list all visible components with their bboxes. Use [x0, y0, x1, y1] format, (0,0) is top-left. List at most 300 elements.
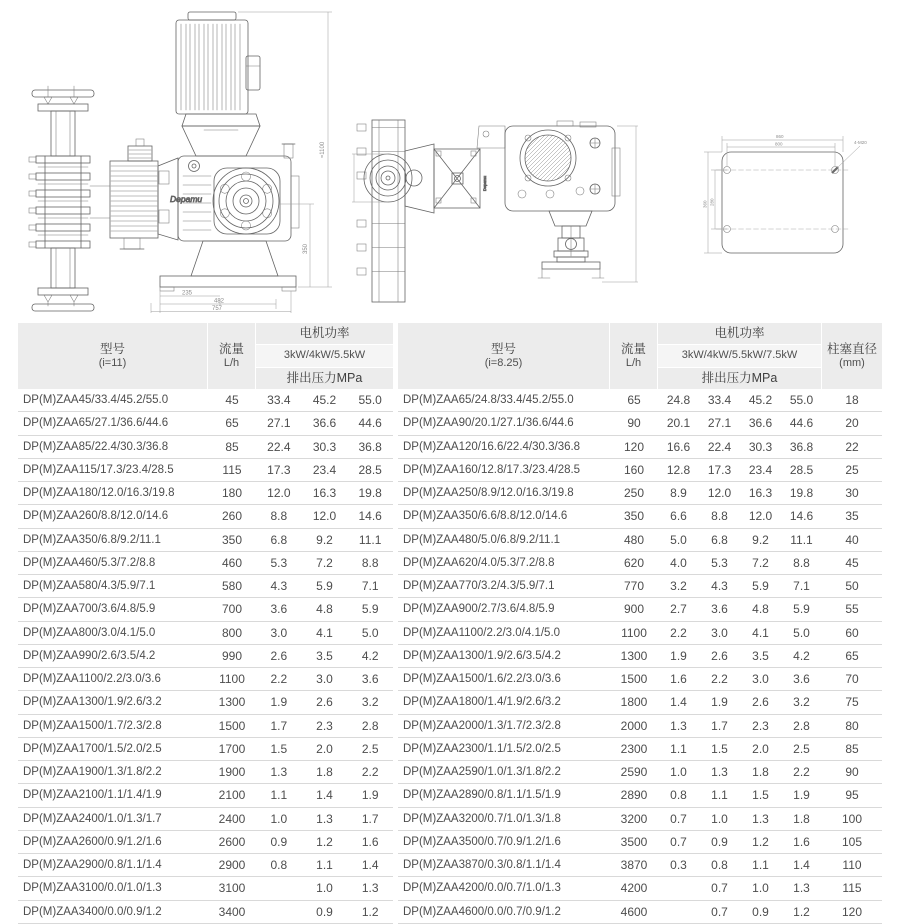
pressure-cell-1: 1.7 — [270, 718, 288, 733]
pressure-cell-1: 1.0 — [670, 765, 687, 780]
pressure-cell-4: 1.4 — [793, 858, 810, 873]
flow-cell: 990 — [221, 648, 243, 663]
pressure-cell-3: 1.6 — [361, 834, 379, 849]
pressure-cell-1: 12.8 — [666, 462, 691, 477]
pressure-cell-3: 44.6 — [358, 416, 382, 431]
flow-cell: 160 — [623, 462, 645, 477]
model-cell: DP(M)ZAA2100/1.1/1.4/1.9 — [23, 789, 162, 802]
power-specs: 3kW/4kW/5.5kW/7.5kW — [658, 345, 821, 366]
plunger-title: 柱塞直径 — [826, 341, 877, 356]
plunger-cell: 45 — [845, 555, 859, 570]
pressure-cell-4: 3.2 — [793, 695, 810, 710]
table-row — [18, 645, 393, 668]
pressure-cell-4: 1.2 — [793, 904, 810, 919]
pressure-cell-1: 33.4 — [267, 393, 291, 408]
pressure-cell-3: 1.3 — [361, 881, 379, 896]
pressure-cell-1: 1.1 — [270, 788, 288, 803]
model-cell: DP(M)ZAA1300/1.9/2.6/3.2 — [23, 696, 162, 709]
flow-cell: 120 — [623, 439, 645, 454]
pressure-cell-4: 28.5 — [789, 462, 814, 477]
model-header — [18, 323, 207, 389]
table-row — [398, 389, 882, 412]
pressure-cell-2: 1.0 — [711, 811, 728, 826]
pressure-cell-2: 7.2 — [316, 555, 333, 570]
plunger-cell: 110 — [842, 858, 862, 873]
model-cell: DP(M)ZAA700/3.6/4.8/5.9 — [23, 603, 156, 616]
pressure-cell-2: 12.0 — [312, 509, 337, 524]
pressure-cell-1: 22.4 — [267, 439, 291, 454]
pressure-cell-1: 1.4 — [670, 695, 687, 710]
table-row — [398, 877, 882, 900]
table-row — [18, 505, 393, 528]
pressure-cell-1: 12.0 — [267, 486, 291, 501]
flow-cell: 2100 — [218, 788, 246, 803]
dim-hole-span-x: 800 — [775, 141, 783, 147]
model-cell: DP(M)ZAA180/12.0/16.3/19.8 — [23, 487, 175, 500]
pressure-cell-2: 0.7 — [711, 904, 728, 919]
pressure-cell-3: 36.8 — [358, 439, 382, 454]
pressure-cell-2: 36.6 — [312, 416, 337, 431]
pressure-cell-3: 2.8 — [361, 718, 379, 733]
flow-cell: 3500 — [620, 834, 648, 849]
model-title: 型号 — [99, 341, 125, 356]
flow-cell: 1900 — [218, 765, 246, 780]
plunger-unit: (mm) — [839, 356, 865, 369]
flow-cell: 800 — [221, 625, 243, 640]
table-row — [398, 808, 882, 831]
table-row — [18, 738, 393, 761]
pressure-cell-4: 5.0 — [793, 625, 810, 640]
pressure-cell-4: 1.6 — [793, 834, 810, 849]
pressure-cell-3: 3.0 — [752, 672, 769, 687]
power-specs: 3kW/4kW/5.5kW — [256, 345, 393, 366]
model-ratio: (i=8.25) — [484, 356, 523, 369]
pressure-cell-2: 2.6 — [711, 648, 728, 663]
model-header — [398, 323, 609, 389]
pressure-cell-3: 14.6 — [358, 509, 382, 524]
pressure-cell-2: 45.2 — [312, 393, 337, 408]
spec-table-i825 — [398, 323, 882, 924]
pressure-cell-3: 9.2 — [752, 532, 769, 547]
flow-cell: 2000 — [620, 718, 648, 733]
table-row — [398, 459, 882, 482]
table-row — [398, 412, 882, 435]
table-row — [18, 552, 393, 575]
pressure-cell-3: 12.0 — [748, 509, 773, 524]
model-cell: DP(M)ZAA2590/1.0/1.3/1.8/2.2 — [403, 766, 561, 779]
diaphragm-frame — [405, 144, 487, 213]
model-ratio: (i=11) — [98, 356, 127, 369]
model-cell: DP(M)ZAA1700/1.5/2.0/2.5 — [23, 742, 162, 755]
plunger-cell: 18 — [845, 393, 859, 408]
table-row — [398, 622, 882, 645]
plunger-column — [29, 86, 110, 311]
pressure-cell-4: 36.8 — [789, 439, 814, 454]
model-cell: DP(M)ZAA460/5.3/7.2/8.8 — [23, 556, 156, 569]
model-cell: DP(M)ZAA160/12.8/17.3/23.4/28.5 — [403, 463, 581, 476]
pressure-cell-1: 1.1 — [670, 741, 687, 756]
model-cell: DP(M)ZAA3500/0.7/0.9/1.2/1.6 — [403, 835, 561, 848]
pressure-cell-2: 17.3 — [707, 462, 732, 477]
pressure-cell-2: 16.3 — [312, 486, 337, 501]
pressure-cell-4: 3.6 — [793, 672, 810, 687]
pressure-cell-2: 0.9 — [711, 834, 728, 849]
pressure-cell-1: 4.3 — [270, 579, 288, 594]
pressure-cell-1: 1.0 — [270, 811, 288, 826]
pressure-cell-1: 5.3 — [270, 555, 288, 570]
table-header-right — [398, 323, 882, 389]
pressure-cell-1: 0.7 — [670, 811, 687, 826]
table-row — [398, 784, 882, 807]
flow-cell: 3100 — [218, 881, 246, 896]
pressure-cell-1: 2.6 — [270, 648, 288, 663]
pressure-cell-2: 27.1 — [707, 416, 732, 431]
flow-cell: 85 — [225, 439, 239, 454]
pressure-cell-3: 4.2 — [361, 648, 379, 663]
pressure-cell-1: 3.6 — [270, 602, 288, 617]
flow-cell: 65 — [627, 393, 641, 408]
pressure-cell-2: 2.6 — [316, 695, 333, 710]
plunger-header — [822, 323, 882, 389]
pump-head — [110, 139, 178, 249]
table-row — [398, 482, 882, 505]
plunger-cell: 90 — [845, 765, 859, 780]
model-cell: DP(M)ZAA3870/0.3/0.8/1.1/1.4 — [403, 859, 561, 872]
table-row — [398, 529, 882, 552]
dim-height-mid: 350 — [303, 243, 309, 254]
pressure-cell-1: 1.3 — [270, 765, 288, 780]
pressure-cell-1: 17.3 — [267, 462, 291, 477]
pressure-cell-2: 1.8 — [316, 765, 333, 780]
pressure-cell-1: 0.3 — [670, 858, 687, 873]
table-row — [398, 645, 882, 668]
plunger-cell: 55 — [845, 602, 859, 617]
table-row — [398, 854, 882, 877]
plunger-cell: 80 — [845, 718, 859, 733]
table-row — [398, 831, 882, 854]
flow-title: 流量 — [620, 341, 646, 356]
flow-cell: 480 — [623, 532, 645, 547]
pressure-cell-3: 2.5 — [361, 741, 379, 756]
table-row — [18, 761, 393, 784]
pressure-cell-4: 14.6 — [789, 509, 814, 524]
pressure-cell-4: 7.1 — [793, 579, 810, 594]
pressure-cell-3: 23.4 — [748, 462, 773, 477]
pressure-cell-4: 1.3 — [793, 881, 810, 896]
plunger-cell: 85 — [845, 741, 859, 756]
pressure-cell-3: 2.2 — [361, 765, 379, 780]
pressure-cell-1: 1.5 — [270, 741, 288, 756]
model-cell: DP(M)ZAA65/24.8/33.4/45.2/55.0 — [403, 394, 574, 407]
model-cell: DP(M)ZAA350/6.6/8.8/12.0/14.6 — [403, 510, 568, 523]
brand-logo: Depamu — [170, 194, 203, 204]
model-cell: DP(M)ZAA90/20.1/27.1/36.6/44.6 — [403, 417, 574, 430]
pressure-cell-1: 27.1 — [267, 416, 291, 431]
flow-cell: 3200 — [620, 811, 648, 826]
flow-cell: 2590 — [620, 765, 648, 780]
pump-top-view-drawing — [352, 96, 658, 322]
pressure-cell-3: 1.0 — [752, 881, 769, 896]
dim-width-total: 860 — [776, 134, 784, 139]
pressure-cell-2: 1.1 — [711, 788, 728, 803]
pressure-cell-2: 22.4 — [707, 439, 732, 454]
pressure-cell-3: 5.9 — [752, 579, 769, 594]
pressure-cell-3: 1.9 — [361, 788, 379, 803]
pressure-cell-2: 1.3 — [316, 811, 333, 826]
pressure-cell-2: 5.3 — [711, 555, 728, 570]
pressure-cell-3: 3.2 — [361, 695, 379, 710]
table-row — [18, 436, 393, 459]
pressure-cell-4: 4.2 — [793, 648, 810, 663]
plunger-cell: 20 — [845, 416, 859, 431]
plunger-cell: 100 — [841, 811, 863, 826]
pressure-cell-2: 3.0 — [316, 672, 333, 687]
plunger-cell: 115 — [842, 881, 862, 896]
table-row — [398, 552, 882, 575]
flow-cell: 1100 — [621, 625, 647, 640]
table-row — [18, 529, 393, 552]
plunger-cell: 40 — [845, 532, 859, 547]
pressure-cell-1: 0.8 — [670, 788, 687, 803]
pressure-cell-3: 5.9 — [361, 602, 379, 617]
pressure-cell-2: 3.0 — [711, 625, 728, 640]
flow-cell: 4600 — [620, 904, 648, 919]
model-cell: DP(M)ZAA3200/0.7/1.0/1.3/1.8 — [403, 812, 561, 825]
flow-cell: 620 — [623, 555, 645, 570]
gearbox-body — [170, 144, 295, 241]
pressure-cell-3: 36.6 — [748, 416, 773, 431]
flow-header — [208, 323, 255, 389]
pressure-cell-3: 5.0 — [361, 625, 379, 640]
power-header: 电机功率 — [658, 323, 821, 344]
power-header: 电机功率 — [256, 323, 393, 344]
pressure-cell-1: 6.8 — [270, 532, 288, 547]
model-cell: DP(M)ZAA2400/1.0/1.3/1.7 — [23, 812, 162, 825]
technical-drawings — [0, 0, 900, 322]
brand-logo-small: Depamu — [482, 175, 487, 191]
model-cell: DP(M)ZAA480/5.0/6.8/9.2/11.1 — [403, 533, 561, 546]
pressure-cell-2: 4.8 — [316, 602, 333, 617]
pressure-cell-3: 7.2 — [752, 555, 769, 570]
pressure-cell-2: 2.0 — [316, 741, 333, 756]
flow-cell: 1300 — [218, 695, 246, 710]
table-body-left — [18, 389, 393, 924]
model-cell: DP(M)ZAA620/4.0/5.3/7.2/8.8 — [403, 556, 555, 569]
flow-cell: 2900 — [218, 858, 246, 873]
pressure-cell-2: 12.0 — [707, 486, 732, 501]
pressure-cell-3: 7.1 — [361, 579, 379, 594]
pressure-cell-2: 8.8 — [711, 509, 728, 524]
flow-cell: 45 — [225, 393, 239, 408]
table-row — [18, 715, 393, 738]
pressure-cell-3: 2.6 — [752, 695, 769, 710]
table-row — [398, 691, 882, 714]
pressure-cell-2: 0.7 — [711, 881, 728, 896]
discharge-assembly — [538, 211, 604, 278]
table-row — [398, 715, 882, 738]
pressure-cell-4: 2.5 — [793, 741, 810, 756]
plunger-cell: 35 — [845, 509, 859, 524]
model-title: 型号 — [490, 341, 516, 356]
model-cell: DP(M)ZAA1300/1.9/2.6/3.5/4.2 — [403, 649, 561, 662]
pressure-cell-3: 8.8 — [361, 555, 379, 570]
pressure-cell-2: 1.9 — [711, 695, 728, 710]
pressure-cell-1: 2.2 — [270, 672, 288, 687]
plunger-cell: 75 — [845, 695, 859, 710]
table-body-right — [398, 389, 882, 924]
flow-cell: 115 — [222, 462, 242, 477]
head-flange-assembly — [357, 120, 412, 302]
pressure-cell-1: 16.6 — [666, 439, 691, 454]
spec-tables — [18, 323, 882, 924]
motor — [176, 12, 260, 114]
plunger-cell: 30 — [845, 486, 859, 501]
gearbox-top — [477, 121, 620, 211]
pressure-header: 排出压力MPa — [658, 368, 821, 389]
model-cell: DP(M)ZAA770/3.2/4.3/5.9/7.1 — [403, 580, 555, 593]
pressure-cell-3: 4.8 — [752, 602, 769, 617]
pressure-cell-2: 0.8 — [711, 858, 728, 873]
plunger-cell: 95 — [845, 788, 859, 803]
pressure-cell-1: 8.8 — [270, 509, 288, 524]
pressure-cell-3: 1.1 — [752, 858, 769, 873]
model-cell: DP(M)ZAA115/17.3/23.4/28.5 — [23, 463, 174, 476]
hole-callout: 4-M20 — [854, 140, 867, 145]
model-cell: DP(M)ZAA2600/0.9/1.2/1.6 — [23, 835, 162, 848]
pressure-cell-2: 1.0 — [316, 881, 333, 896]
dim-height-total: ≈1100 — [320, 141, 326, 158]
pressure-cell-3: 1.2 — [752, 834, 769, 849]
pressure-cell-1: 3.2 — [670, 579, 687, 594]
pressure-cell-1: 3.0 — [270, 625, 288, 640]
plunger-cell: 105 — [841, 834, 863, 849]
pressure-cell-2: 9.2 — [316, 532, 333, 547]
table-row — [18, 482, 393, 505]
pressure-cell-1: 0.8 — [270, 858, 288, 873]
model-cell: DP(M)ZAA120/16.6/22.4/30.3/36.8 — [403, 440, 581, 453]
model-cell: DP(M)ZAA800/3.0/4.1/5.0 — [23, 626, 156, 639]
plunger-cell: 60 — [845, 625, 859, 640]
table-row — [18, 691, 393, 714]
model-cell: DP(M)ZAA1500/1.7/2.3/2.8 — [23, 719, 162, 732]
table-row — [18, 854, 393, 877]
flow-cell: 350 — [221, 532, 243, 547]
pressure-cell-1: 2.2 — [670, 625, 687, 640]
pressure-cell-3: 3.6 — [361, 672, 379, 687]
pressure-cell-2: 33.4 — [707, 393, 732, 408]
table-header-left — [18, 323, 393, 389]
pressure-cell-3: 11.1 — [358, 532, 382, 547]
flow-cell: 180 — [221, 486, 243, 501]
table-row — [18, 622, 393, 645]
pressure-cell-2: 6.8 — [711, 532, 728, 547]
model-cell: DP(M)ZAA990/2.6/3.5/4.2 — [23, 649, 156, 662]
model-cell: DP(M)ZAA2900/0.8/1.1/1.4 — [23, 859, 162, 872]
dim-base-inner: 235 — [182, 290, 193, 297]
flow-cell: 580 — [221, 579, 243, 594]
pump-base — [160, 241, 296, 291]
pressure-cell-4: 44.6 — [789, 416, 814, 431]
model-cell: DP(M)ZAA1900/1.3/1.8/2.2 — [23, 766, 162, 779]
pressure-cell-3: 0.9 — [752, 904, 769, 919]
table-row — [18, 598, 393, 621]
table-row — [398, 761, 882, 784]
model-cell: DP(M)ZAA4600/0.0/0.7/0.9/1.2 — [403, 905, 561, 918]
model-cell: DP(M)ZAA580/4.3/5.9/7.1 — [23, 580, 156, 593]
pressure-cell-3: 19.8 — [358, 486, 382, 501]
pressure-cell-1: 6.6 — [670, 509, 687, 524]
model-cell: DP(M)ZAA260/8.8/12.0/14.6 — [23, 510, 169, 523]
table-row — [18, 784, 393, 807]
table-row — [18, 575, 393, 598]
pressure-cell-3: 1.8 — [752, 765, 769, 780]
model-cell: DP(M)ZAA250/8.9/12.0/16.3/19.8 — [403, 487, 574, 500]
pressure-cell-2: 3.6 — [711, 602, 728, 617]
model-cell: DP(M)ZAA2000/1.3/1.7/2.3/2.8 — [403, 719, 561, 732]
pressure-cell-4: 19.8 — [789, 486, 814, 501]
pressure-cell-3: 30.3 — [748, 439, 773, 454]
table-row — [18, 389, 393, 412]
pressure-cell-3: 2.3 — [752, 718, 769, 733]
pressure-cell-3: 45.2 — [748, 393, 773, 408]
plunger-cell: 50 — [845, 579, 859, 594]
pressure-cell-3: 16.3 — [748, 486, 773, 501]
flow-cell: 90 — [627, 416, 641, 431]
pressure-cell-2: 4.1 — [316, 625, 333, 640]
pressure-cell-1: 1.6 — [670, 672, 687, 687]
pressure-cell-3: 2.0 — [752, 741, 769, 756]
pressure-cell-4: 1.9 — [793, 788, 810, 803]
pressure-cell-4: 2.2 — [793, 765, 810, 780]
table-row — [18, 901, 393, 924]
base-plate-outline — [716, 152, 848, 253]
pressure-cell-2: 0.9 — [316, 904, 333, 919]
model-cell: DP(M)ZAA1500/1.6/2.2/3.0/3.6 — [403, 673, 561, 686]
table-row — [398, 598, 882, 621]
pressure-cell-2: 1.1 — [316, 858, 333, 873]
pressure-cell-3: 1.4 — [361, 858, 379, 873]
pressure-cell-2: 1.7 — [711, 718, 728, 733]
model-cell: DP(M)ZAA4200/0.0/0.7/1.0/1.3 — [403, 882, 561, 895]
spec-table-i11 — [18, 323, 393, 924]
table-row — [18, 412, 393, 435]
front-flange — [213, 168, 299, 234]
base-plate-drawing — [676, 124, 880, 272]
table-row — [18, 668, 393, 691]
flow-cell: 2300 — [620, 741, 648, 756]
pressure-cell-2: 30.3 — [312, 439, 337, 454]
pressure-cell-1: 1.9 — [270, 695, 288, 710]
pressure-cell-4: 5.9 — [793, 602, 810, 617]
pressure-cell-1: 0.7 — [670, 834, 687, 849]
flow-cell: 3400 — [218, 904, 246, 919]
flow-cell: 1800 — [620, 695, 648, 710]
table-row — [398, 901, 882, 924]
table-row — [398, 505, 882, 528]
model-cell: DP(M)ZAA1100/2.2/3.0/4.1/5.0 — [403, 626, 561, 639]
pressure-cell-1: 4.0 — [670, 555, 687, 570]
pressure-cell-1: 8.9 — [670, 486, 687, 501]
plunger-cell: 65 — [845, 648, 859, 663]
pressure-cell-1: 1.9 — [670, 648, 687, 663]
model-cell: DP(M)ZAA65/27.1/36.6/44.6 — [23, 417, 169, 430]
pressure-cell-3: 55.0 — [358, 393, 382, 408]
flow-cell: 460 — [221, 555, 243, 570]
flow-unit: L/h — [223, 356, 240, 369]
dimensions — [352, 126, 638, 282]
model-cell: DP(M)ZAA350/6.8/9.2/11.1 — [23, 533, 161, 546]
flow-cell: 1700 — [218, 741, 246, 756]
